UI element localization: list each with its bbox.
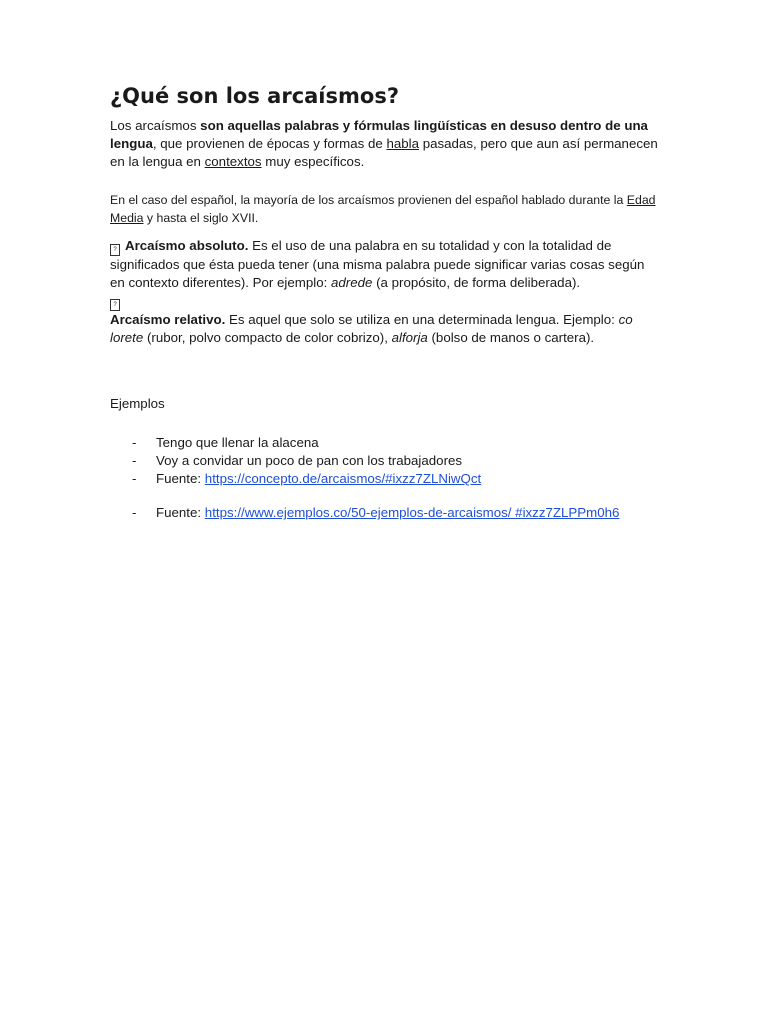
examples-title: Ejemplos: [110, 396, 165, 411]
definition-text-3: pasadas, pero que aun así permanecen en la lengua en: [110, 136, 658, 169]
relativo-text: Es aquel que solo se utiliza en una determinada lengua. Ejemplo:: [225, 312, 619, 327]
page-title: ¿Qué son los arcaísmos?: [110, 84, 399, 108]
colorete-example: co lorete: [110, 312, 633, 345]
relativo-heading: Arcaísmo relativo.: [110, 312, 226, 327]
example-text: Tengo que llenar la alacena: [156, 435, 319, 450]
colorete-meaning: (rubor, polvo compacto de color cobrizo),: [143, 330, 392, 345]
spacer: [110, 347, 662, 395]
dash-marker: -: [132, 453, 137, 468]
source-item: [110, 504, 662, 522]
source-label: Fuente:: [156, 471, 205, 486]
definition-text-1: Los arcaísmos: [110, 118, 201, 133]
contextos-link[interactable]: contextos: [204, 154, 262, 169]
dash-marker: -: [132, 435, 137, 450]
example-text: Voy a convidar un poco de pan con los trabajadores: [156, 453, 463, 468]
document-page: [110, 84, 662, 538]
alforja-example: alforja: [391, 330, 428, 345]
edad-media-link[interactable]: Edad Media: [110, 193, 656, 225]
habla-link[interactable]: habla: [386, 136, 419, 151]
adrede-example: adrede: [331, 275, 373, 290]
dash-marker: -: [132, 471, 137, 486]
types-paragraph: [110, 237, 662, 347]
source-label: Fuente:: [156, 505, 205, 520]
alforja-meaning: (bolso de manos o cartera).: [427, 330, 595, 345]
definition-text-4: muy específicos.: [261, 154, 365, 169]
spanish-text-2: y hasta el siglo XVII.: [143, 210, 259, 225]
absoluto-heading: Arcaísmo absoluto.: [125, 238, 249, 253]
sources-list: [110, 470, 662, 522]
bullet-glyph-icon: ?: [110, 244, 120, 256]
absoluto-text: Es el uso de una palabra en su totalidad y con la totalidad de significados que ésta pueda tener (una misma palabra puede significar varias cosas según en contexto diferentes). Por ejemplo:: [110, 238, 645, 290]
adrede-meaning: (a propósito, de forma deliberada).: [372, 275, 581, 290]
definition-text-2: , que provienen de épocas y formas de: [152, 136, 387, 151]
spanish-text-1: En el caso del español, la mayoría de los arcaísmos provienen del español hablado durante la: [110, 193, 627, 207]
dash-marker: -: [132, 505, 137, 520]
source-item: [110, 470, 662, 488]
source-link-ejemplos[interactable]: https://www.ejemplos.co/50-ejemplos-de-arcaismos/ #ixzz7ZLPPm0h6: [204, 505, 620, 520]
examples-list: [110, 434, 662, 470]
list-item: [110, 434, 662, 452]
definition-paragraph: [110, 117, 662, 171]
spanish-paragraph: [110, 192, 662, 227]
bullet-glyph-icon: ?: [110, 299, 120, 311]
source-link-concepto[interactable]: https://concepto.de/arcaismos/#ixzz7ZLNiwQct: [204, 471, 482, 486]
list-item: [110, 452, 662, 470]
definition-bold: son aquellas palabras y fórmulas lingüísticas en desuso dentro de una lengua: [110, 118, 648, 151]
